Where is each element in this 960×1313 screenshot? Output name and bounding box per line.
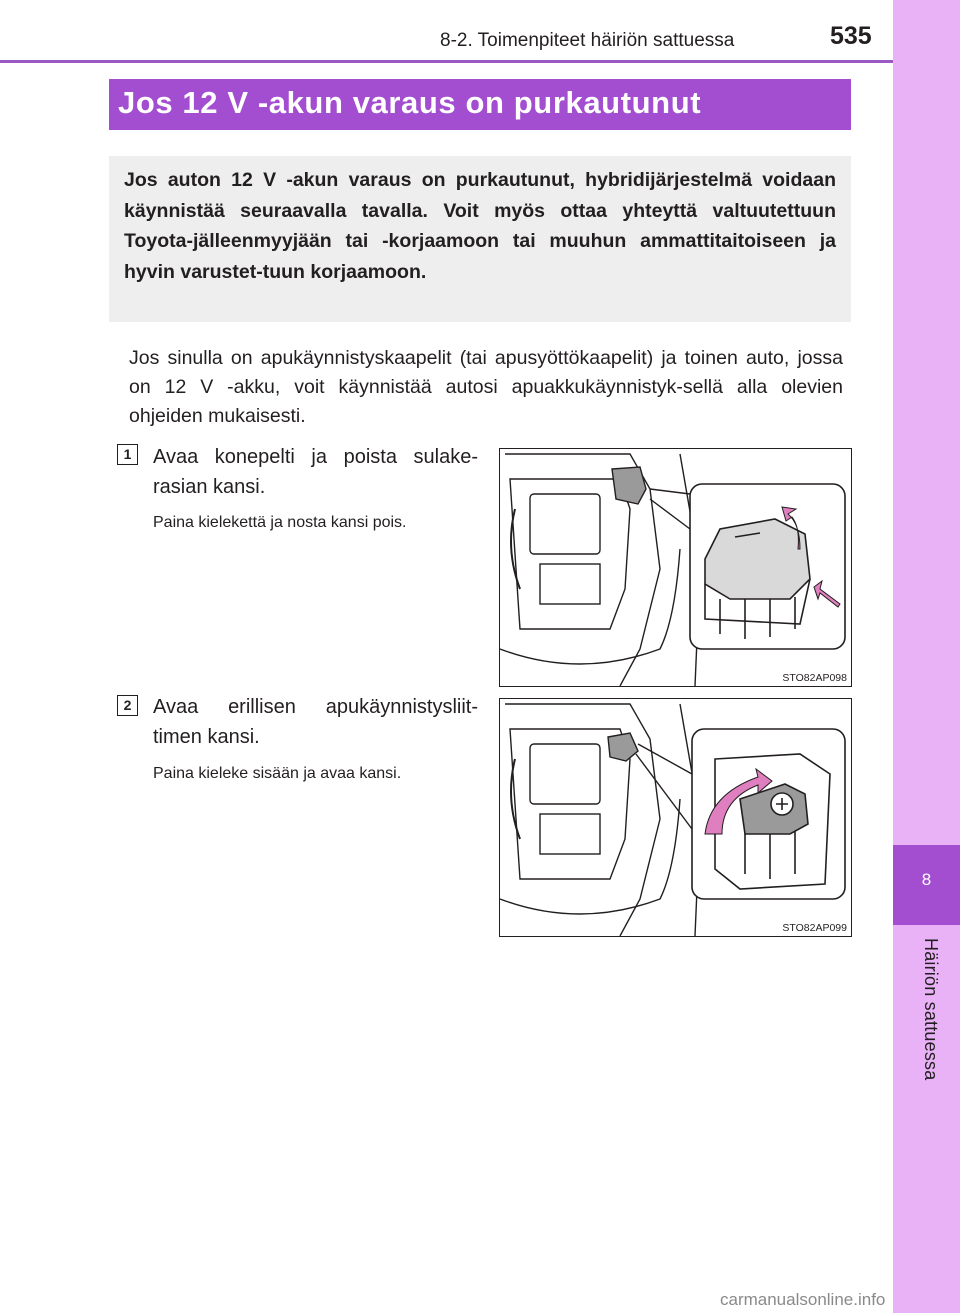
step-1-note: Paina kielekettä ja nosta kansi pois. bbox=[153, 514, 407, 531]
chapter-number: 8 bbox=[893, 845, 960, 925]
figure-code: STO82AP099 bbox=[782, 922, 847, 934]
intro-text: Jos auton 12 V -akun varaus on purkautunut, hybridijärjestelmä voidaan käynnistää seuraavalla tavalla. Voit myös ottaa yhteyttä valtuutettuun Toyota-jälleenmyyjään tai -korjaamoon tai muuhun ammattitaitoiseen ja hyvin varustet-tuun korjaamoon. bbox=[124, 169, 836, 283]
step-1-title: Avaa konepelti ja poista sulake-rasian kansi. bbox=[153, 446, 478, 498]
watermark: carmanualsonline.info bbox=[720, 1290, 886, 1309]
chapter-side-tab bbox=[893, 0, 960, 1313]
page-number: 535 bbox=[830, 22, 872, 50]
section-heading: 8-2. Toimenpiteet häiriön sattuessa bbox=[440, 30, 735, 51]
engine-bay-illustration-2 bbox=[500, 699, 851, 936]
figure-fuse-box-cover bbox=[499, 448, 852, 687]
step-number-1: 1 bbox=[117, 444, 138, 465]
step-number-2: 2 bbox=[117, 695, 138, 716]
header-rule bbox=[0, 60, 893, 63]
page-title: Jos 12 V -akun varaus on purkautunut bbox=[118, 85, 702, 120]
chapter-title: Häiriön sattuessa bbox=[921, 938, 941, 1081]
engine-bay-illustration-1 bbox=[500, 449, 851, 686]
figure-code: STO82AP098 bbox=[782, 672, 847, 684]
intro-box bbox=[109, 156, 851, 322]
step-2-note: Paina kieleke sisään ja avaa kansi. bbox=[153, 765, 402, 782]
step-2-title: Avaa erillisen apukäynnistysliit-timen kansi. bbox=[153, 696, 478, 748]
figure-jump-start-terminal-cover bbox=[499, 698, 852, 937]
page-title-bar bbox=[109, 79, 851, 130]
body-paragraph: Jos sinulla on apukäynnistyskaapelit (tai apusyöttökaapelit) ja toinen auto, jossa on 12 V -akku, voit käynnistää autosi apuakkukäynnistyk-sellä alla olevien ohjeiden mukaisesti. bbox=[129, 347, 843, 427]
